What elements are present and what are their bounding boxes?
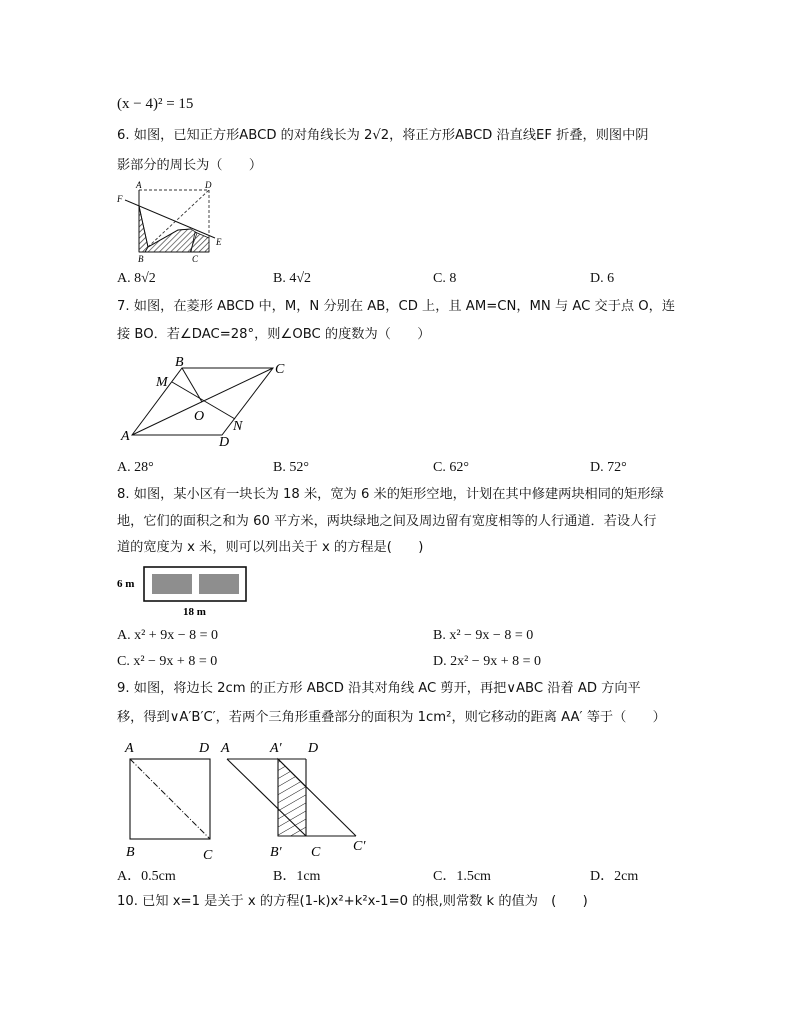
q6-label-e: E bbox=[216, 237, 222, 247]
q10-text-line1: 10. 已知 x=1 是关于 x 的方程(1-k)x²+k²x-1=0 的根,则常数 k 的值为 ( ) bbox=[117, 894, 588, 909]
q9-label-c-prime: C′ bbox=[353, 839, 366, 854]
q7-label-n: N bbox=[233, 419, 243, 434]
q7-option-d[interactable]: D. 72° bbox=[590, 460, 627, 475]
q8-figure bbox=[115, 565, 255, 620]
q6-option-a[interactable]: A. 8√2 bbox=[117, 271, 156, 286]
q9-label-d: D bbox=[199, 741, 210, 756]
q9-text-line2: 移，得到∨A′B′C′，若两个三角形重叠部分的面积为 1cm²，则它移动的距离 AA′ 等于（ ） bbox=[117, 710, 666, 725]
q9-option-d[interactable]: D．2cm bbox=[590, 869, 639, 884]
q9-label-a-prime: A′ bbox=[270, 741, 282, 756]
q9-figure bbox=[115, 735, 385, 865]
q6-label-b: B bbox=[138, 254, 144, 264]
q9-label-b-prime: B′ bbox=[270, 845, 282, 860]
q8-label-length: 18 m bbox=[183, 606, 206, 618]
q7-option-b[interactable]: B. 52° bbox=[273, 460, 309, 475]
q9-label-b: B bbox=[126, 845, 135, 860]
q8-text-line2: 地，它们的面积之和为 60 平方米，两块绿地之间及周边留有宽度相等的人行通道．若设人行 bbox=[117, 514, 657, 529]
q9-label-a: A bbox=[125, 741, 134, 756]
q6-label-f: F bbox=[117, 194, 123, 204]
top-equation: (x − 4)² = 15 bbox=[117, 96, 194, 112]
q7-option-c[interactable]: C. 62° bbox=[433, 460, 469, 475]
q6-text-line1: 6. 如图，已知正方形ABCD 的对角线长为 2√2，将正方形ABCD 沿直线EF 折叠，则图中阴 bbox=[117, 128, 649, 143]
q6-label-d: D bbox=[205, 180, 212, 190]
q7-label-c: C bbox=[275, 362, 285, 377]
q7-label-m: M bbox=[156, 375, 168, 390]
q9-text-line1: 9. 如图，将边长 2cm 的正方形 ABCD 沿其对角线 AC 剪开，再把∨ABC 沿着 AD 方向平 bbox=[117, 681, 641, 696]
q6-option-c[interactable]: C. 8 bbox=[433, 271, 457, 286]
q7-option-a[interactable]: A. 28° bbox=[117, 460, 154, 475]
q7-label-a: A bbox=[121, 429, 130, 444]
q6-option-b[interactable]: B. 4√2 bbox=[273, 271, 312, 286]
q6-label-a: A bbox=[136, 180, 142, 190]
q9-option-b[interactable]: B．1cm bbox=[273, 869, 321, 884]
q9-option-a[interactable]: A．0.5cm bbox=[117, 869, 176, 884]
q7-label-o: O bbox=[194, 409, 205, 424]
q8-option-a[interactable]: A. x² + 9x − 8 = 0 bbox=[117, 628, 218, 643]
q7-text-line2: 接 BO．若∠DAC=28°，则∠OBC 的度数为（ ） bbox=[117, 327, 431, 342]
q8-label-width: 6 m bbox=[117, 578, 135, 590]
q9-label-a2: A bbox=[221, 741, 230, 756]
q9-option-c[interactable]: C．1.5cm bbox=[433, 869, 491, 884]
q6-figure bbox=[112, 180, 230, 264]
q7-text-line1: 7. 如图，在菱形 ABCD 中，M，N 分别在 AB，CD 上，且 AM=CN，MN 与 AC 交于点 O，连 bbox=[117, 299, 676, 314]
q7-label-b: B bbox=[175, 355, 184, 370]
q6-text-line2: 影部分的周长为（ ） bbox=[117, 158, 263, 173]
q7-figure bbox=[115, 352, 295, 452]
q6-option-d[interactable]: D. 6 bbox=[590, 271, 615, 286]
q8-option-b[interactable]: B. x² − 9x − 8 = 0 bbox=[433, 628, 534, 643]
q9-label-c2: C bbox=[311, 845, 321, 860]
q8-option-d[interactable]: D. 2x² − 9x + 8 = 0 bbox=[433, 654, 541, 669]
q8-text-line3: 道的宽度为 x 米，则可以列出关于 x 的方程是( ) bbox=[117, 540, 424, 555]
q9-label-d2: D bbox=[308, 741, 319, 756]
q8-option-c[interactable]: C. x² − 9x + 8 = 0 bbox=[117, 654, 218, 669]
q6-label-c: C bbox=[192, 254, 199, 264]
q9-label-c: C bbox=[203, 848, 213, 863]
q8-text-line1: 8. 如图，某小区有一块长为 18 米，宽为 6 米的矩形空地，计划在其中修建两块相同的矩形绿 bbox=[117, 487, 664, 502]
q7-label-d: D bbox=[219, 435, 230, 450]
